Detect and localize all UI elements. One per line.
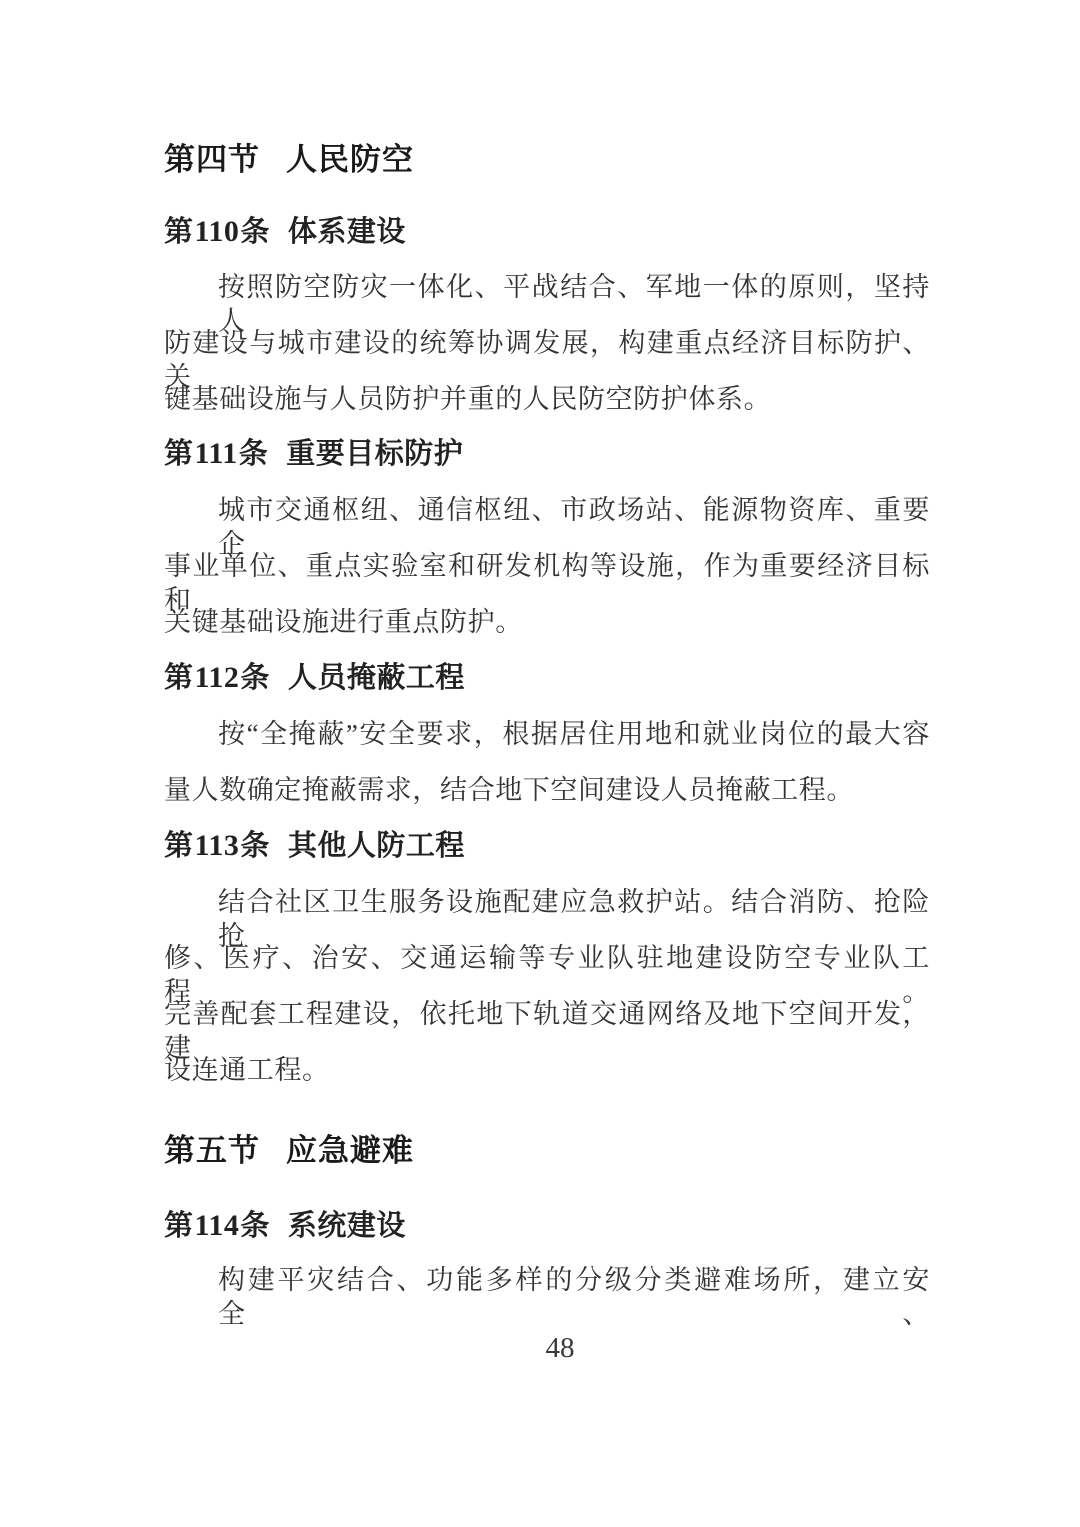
paragraph-line: 城市交通枢纽、通信枢纽、市政场站、能源物资库、重要企 <box>218 495 930 559</box>
section-label: 第四节 <box>164 142 260 177</box>
paragraph-line: 设连通工程。 <box>164 1055 330 1085</box>
article-suffix: 条 <box>240 662 270 694</box>
paragraph-line: 量人数确定掩蔽需求，结合地下空间建设人员掩蔽工程。 <box>164 775 854 805</box>
article-title: 其他人防工程 <box>287 830 465 862</box>
article-title: 体系建设 <box>287 216 406 248</box>
paragraph-line: 按照防空防灾一体化、平战结合、军地一体的原则，坚持人 <box>218 272 930 336</box>
section-title: 应急避难 <box>286 1133 414 1168</box>
section-title: 人民防空 <box>286 142 414 177</box>
article-number: 111 <box>194 437 238 470</box>
article-prefix: 第 <box>164 662 194 694</box>
article-suffix: 条 <box>240 830 270 862</box>
paragraph-line: 修、医疗、治安、交通运输等专业队驻地建设防空专业队工程。 <box>164 943 930 1007</box>
article-suffix: 条 <box>240 1210 270 1242</box>
article-prefix: 第 <box>164 1210 194 1242</box>
article-number: 110 <box>194 215 240 248</box>
paragraph-line: 防建设与城市建设的统筹协调发展，构建重点经济目标防护、关 <box>164 328 930 392</box>
page-number: 48 <box>545 1332 575 1364</box>
article-title: 系统建设 <box>287 1210 406 1242</box>
article-number: 114 <box>194 1209 240 1242</box>
paragraph-line: 键基础设施与人员防护并重的人民防空防护体系。 <box>164 384 772 414</box>
article-number: 113 <box>194 829 240 862</box>
paragraph-line: 构建平灾结合、功能多样的分级分类避难场所，建立安全、 <box>218 1265 930 1329</box>
paragraph-line: 结合社区卫生服务设施配建应急救护站。结合消防、抢险抢 <box>218 887 930 951</box>
article-suffix: 条 <box>238 438 269 470</box>
section-label: 第五节 <box>164 1133 260 1168</box>
article-heading-111 <box>164 437 463 471</box>
article-heading-113 <box>164 829 465 863</box>
section-heading-5 <box>164 1133 414 1169</box>
article-title: 重要目标防护 <box>286 438 464 470</box>
paragraph-line: 完善配套工程建设，依托地下轨道交通网络及地下空间开发，建 <box>164 999 930 1063</box>
article-heading-112 <box>164 661 465 695</box>
section-heading-4 <box>164 142 414 178</box>
article-prefix: 第 <box>164 438 194 470</box>
paragraph-line: 关键基础设施进行重点防护。 <box>164 607 523 637</box>
paragraph-line: 按“全掩蔽”安全要求，根据居住用地和就业岗位的最大容 <box>218 719 930 749</box>
article-number: 112 <box>194 661 240 694</box>
article-prefix: 第 <box>164 216 194 248</box>
article-suffix: 条 <box>240 216 270 248</box>
article-prefix: 第 <box>164 830 194 862</box>
article-title: 人员掩蔽工程 <box>287 662 465 694</box>
article-heading-114 <box>164 1209 406 1243</box>
paragraph-line: 事业单位、重点实验室和研发机构等设施，作为重要经济目标和 <box>164 551 930 615</box>
article-heading-110 <box>164 215 406 249</box>
